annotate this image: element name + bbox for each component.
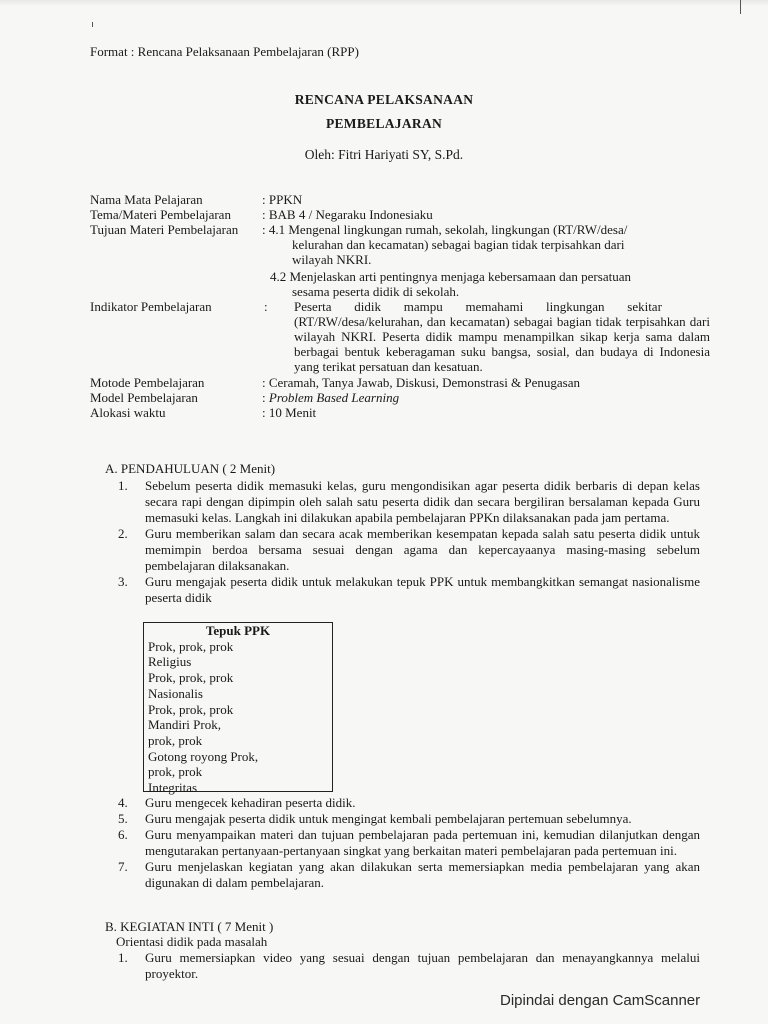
section-a-heading: A. PENDAHULUAN ( 2 Menit) (105, 461, 276, 476)
meta-value: Problem Based Learning (268, 390, 400, 405)
objective-4-2: 4.2 Menjelaskan arti pentingnya menjaga kebersamaan dan persatuan (270, 269, 631, 284)
objective-4-1-cont: kelurahan dan kecamatan) sebagai bagian tidak terpisahkan dari (292, 237, 625, 252)
tepuk-line: Nasionalis (148, 685, 203, 701)
list-item: 4. Guru mengecek kehadiran peserta didik. (118, 795, 356, 810)
tepuk-line: Religius (148, 654, 192, 670)
tepuk-line: Prok, prok, prok (148, 638, 234, 654)
meta-value: : 10 Menit (262, 405, 317, 420)
meta-label: Tema/Materi Pembelajaran (90, 207, 231, 222)
list-item: 6. Guru menyampaikan materi dan tujuan pembelajaran pada pertemuan ini, kemudian dilanjutkan dengan mengutarakan pertanyaan-pertanyaan singkat yang berkaitan materi pembelajaran pada pertemuan ini. (118, 827, 700, 858)
meta-row-time (90, 405, 710, 420)
tepuk-line: prok, prok (148, 732, 203, 748)
camscanner-watermark: Dipindai dengan CamScanner (500, 992, 701, 1009)
format-line: Format : Rencana Pelaksanaan Pembelajaran (RPP) (90, 44, 359, 59)
tepuk-line: Integritas (148, 780, 198, 796)
meta-label: Tujuan Materi Pembelajaran (90, 222, 239, 237)
section-b-list (118, 950, 700, 982)
scan-mark (740, 0, 741, 14)
list-item: 2. Guru memberikan salam dan secara acak memberikan kesempatan kepada salah satu peserta didik untuk memimpin berdoa bersama sesuai dengan agama dan kepercayaanya masing-masing sebelum pembelajaran dilaksanakan. (118, 526, 700, 573)
meta-label: Indikator Pembelajaran (90, 299, 212, 314)
tepuk-line: prok, prok (148, 764, 203, 780)
section-b-subheading: Orientasi didik pada masalah (116, 934, 268, 949)
meta-label: Motode Pembelajaran (90, 375, 205, 390)
indicator-text: (RT/RW/desa/kelurahan, dan kecamatan) sebagai bagian tidak terpisahkan dari wilayah NKRI. Peserta didik mampu menampilkan sikap kerja sama dalam berbagai bentuk keberagaman suku bangsa, sosial, dan budaya di Indonesia yang terikat persatuan dan kesatuan. (294, 314, 710, 374)
objective-4-2-cont: sesama peserta didik di sekolah. (292, 284, 460, 299)
scan-mark (92, 22, 93, 27)
lesson-metadata (90, 192, 710, 420)
document-title-line1: RENCANA PELAKSANAAN (294, 92, 474, 107)
tepuk-line: Mandiri Prok, (148, 717, 221, 733)
tepuk-ppk-box (143, 622, 333, 796)
meta-row-model (90, 390, 710, 405)
tepuk-title: Tepuk PPK (205, 623, 271, 638)
document-title-line2: PEMBELAJARAN (325, 116, 443, 131)
meta-row-subject (90, 192, 710, 207)
list-item: 1. Guru memersiapkan video yang sesuai dengan tujuan pembelajaran dan menayangkannya melalui proyektor. (118, 950, 700, 981)
tepuk-line: Prok, prok, prok (148, 670, 234, 686)
list-item: 1. Sebelum peserta didik memasuki kelas, guru mengondisikan agar peserta didik berbaris di depan kelas secara rapi dengan dipimpin oleh salah satu peserta didik dan secara bergiliran bersalaman kepada Guru memasuki kelas. Langkah ini dilakukan apabila pembelajaran PPKn dilaksanakan pada jam pertama. (118, 478, 700, 525)
author-line: Oleh: Fitri Hariyati SY, S.Pd. (304, 147, 464, 162)
list-item: 5. Guru mengajak peserta didik untuk mengingat kembali pembelajaran pertemuan sebelumnya. (118, 811, 632, 826)
meta-row-theme (90, 207, 710, 222)
meta-row-method (90, 375, 710, 390)
list-item: 7. Guru menjelaskan kegiatan yang akan dilakukan serta memersiapkan media pembelajaran yang akan digunakan di dalam pembelajaran. (118, 859, 700, 890)
meta-label: Alokasi waktu (90, 405, 166, 420)
objective-4-1: : 4.1 Mengenal lingkungan rumah, sekolah, lingkungan (RT/RW/desa/ (262, 222, 628, 237)
meta-label: Nama Mata Pelajaran (90, 192, 203, 207)
section-b-heading: B. KEGIATAN INTI ( 7 Menit ) (105, 919, 274, 934)
meta-value: : BAB 4 / Negaraku Indonesiaku (262, 207, 433, 222)
meta-value: : Ceramah, Tanya Jawab, Diskusi, Demonstrasi & Penugasan (262, 375, 581, 390)
objective-4-1-cont: wilayah NKRI. (292, 252, 372, 267)
indicator-first-line: Peserta didik mampu memahami lingkungan sekitar (294, 299, 662, 314)
meta-label: Model Pembelajaran (90, 390, 198, 405)
meta-row-indicator (90, 299, 710, 374)
meta-colon: : (262, 390, 269, 405)
section-a-list-part2 (118, 795, 700, 891)
meta-colon: : (264, 299, 268, 314)
meta-row-objectives (90, 222, 710, 299)
tepuk-line: Gotong royong Prok, (148, 748, 259, 764)
scan-edge (0, 0, 768, 6)
list-item: 3. Guru mengajak peserta didik untuk melakukan tepuk PPK untuk membangkitkan semangat nasionalisme peserta didik (118, 574, 700, 605)
meta-value: : PPKN (262, 192, 303, 207)
tepuk-line: Prok, prok, prok (148, 701, 234, 717)
section-a-list-part1 (118, 478, 700, 606)
